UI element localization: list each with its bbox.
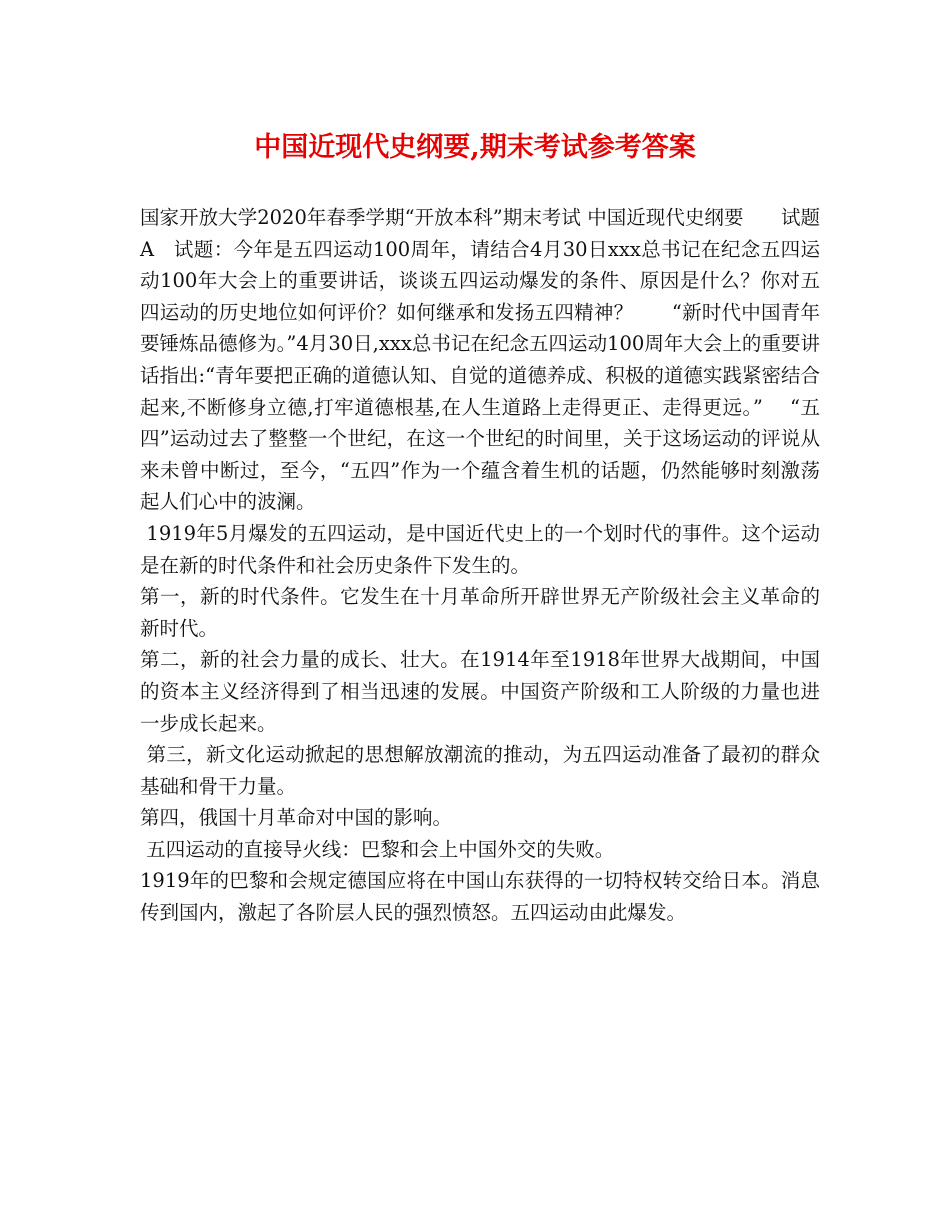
paragraph-second-condition: 第二，新的社会力量的成长、壮大。在1914年至1918年世界大战期间，中国的资本主义经济得到了相当迅速的发展。中国资产阶级和工人阶级的力量也进一步成长起来。 — [140, 648, 820, 735]
paragraph-direct-trigger: 五四运动的直接导火线：巴黎和会上中国外交的失败。 — [140, 837, 615, 861]
paragraph-third-condition: 第三，新文化运动掀起的思想解放潮流的推动，为五四运动准备了最初的群众基础和骨干力量。 — [140, 743, 820, 798]
paragraph-fourth-condition: 第四，俄国十月革命对中国的影响。 — [140, 806, 453, 830]
document-body — [140, 202, 820, 929]
page-title: 中国近现代史纲要,期末考试参考答案 — [254, 132, 696, 163]
paragraph-1919-event: 1919年5月爆发的五四运动，是中国近代史上的一个划时代的事件。这个运动是在新的时代条件和社会历史条件下发生的。 — [140, 521, 820, 577]
paragraph-paris-conference: 1919年的巴黎和会规定德国应将在中国山东获得的一切特权转交给日本。消息传到国内，激起了各阶层人民的强烈愤怒。五四运动由此爆发。 — [140, 869, 820, 925]
paragraph-first-condition: 第一，新的时代条件。它发生在十月革命所开辟世界无产阶级社会主义革命的新时代。 — [140, 585, 820, 640]
paragraph-intro: 国家开放大学2020年春季学期“开放本科”期末考试 中国近现代史纲要 试题A 试题：今年是五四运动100周年，请结合4月30日xxx总书记在纪念五四运动100年大会上的重要讲话，谈谈五四运动爆发的条件、原因是什么？你对五四运动的历史地位如何评价？如何继承和发扬五四精神？ “新时代中国青年要锤炼品德修为。”4月30日,xxx总书记在纪念五四运动100周年大会上的重要讲话指出:“青年要把正确的道德认知、自觉的道德养成、积极的道德实践紧密结合起来,不断修身立德,打牢道德根基,在人生道路上走得更正、走得更远。” “五四”运动过去了整整一个世纪，在这一个世纪的时间里，关于这场运动的评说从来未曾中断过，至今，“五四”作为一个蕴含着生机的话题，仍然能够时刻激荡起人们心中的波澜。 — [140, 206, 820, 514]
